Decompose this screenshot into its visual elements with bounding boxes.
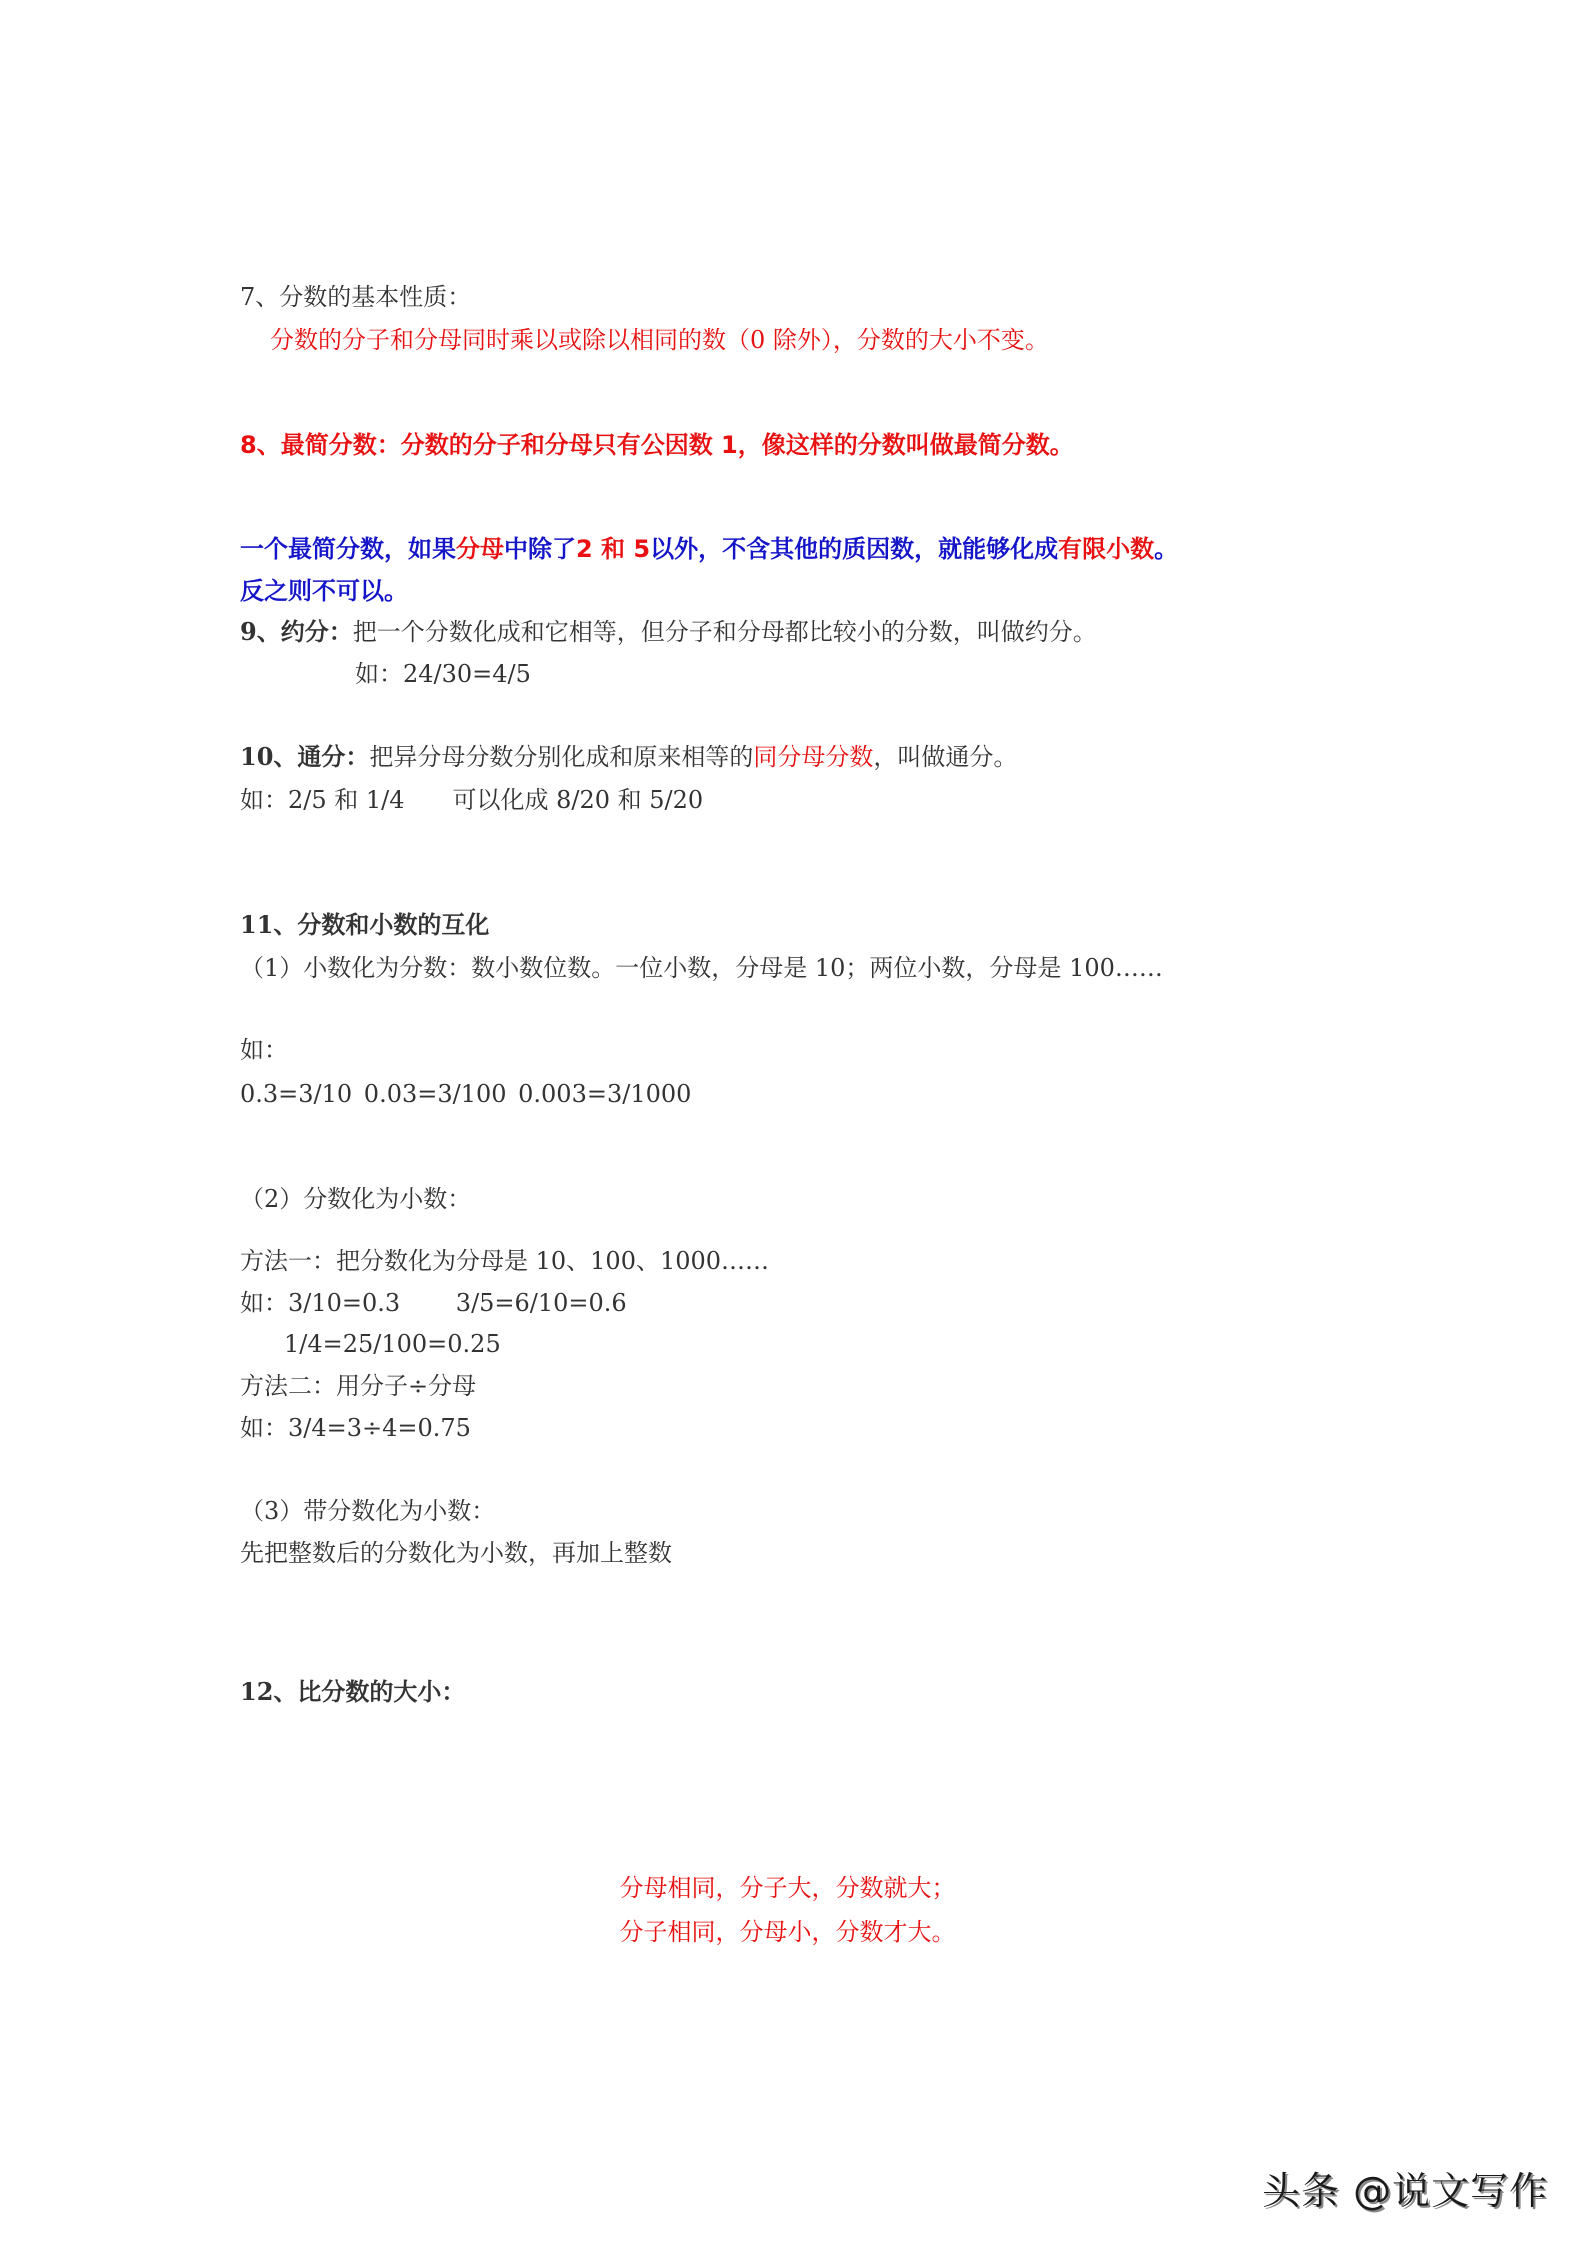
- section-10-label: 10、通分：: [240, 742, 370, 771]
- section-10-body-end: ，叫做通分。: [873, 743, 1018, 771]
- section-10-body: 把异分母分数分别化成和原来相等的: [369, 743, 754, 771]
- section-11-sub1: （1）小数化为分数：数小数位数。一位小数，分母是 10；两位小数，分母是 100……: [240, 954, 1163, 982]
- section-11-method2-example: 如：3/4=3÷4=0.75: [240, 1414, 471, 1442]
- section-11-sub2: （2）分数化为小数：: [240, 1185, 472, 1213]
- section-11-method1-example2: 1/4=25/100=0.25: [284, 1330, 501, 1358]
- section-7-body: 分数的分子和分母同时乘以或除以相同的数（0 除外），分数的大小不变。: [270, 326, 1049, 354]
- section-11-method1: 方法一：把分数化为分母是 10、100、1000……: [240, 1247, 770, 1275]
- section-11-sub3-body: 先把整数后的分数化为小数，再加上整数: [240, 1539, 672, 1567]
- section-12-rule1: 分母相同，分子大，分数就大；: [619, 1874, 956, 1902]
- section-8-heading: 8、最简分数：分数的分子和分母只有公因数 1，像这样的分数叫做最简分数。: [240, 431, 1074, 459]
- section-7-heading: 7、分数的基本性质：: [240, 283, 472, 311]
- section-9-example: 如：24/30=4/5: [355, 660, 531, 688]
- note-highlight-finite-decimal: 有限小数: [1058, 535, 1155, 563]
- section-10-definition: [240, 740, 1017, 774]
- section-10-highlight: 同分母分数: [753, 743, 874, 771]
- note-text: 。: [1154, 535, 1179, 563]
- section-11-method1-example1: 如：3/10=0.3 3/5=6/10=0.6: [240, 1289, 627, 1317]
- watermark: 头条 @说文写作: [1262, 2169, 1549, 2213]
- section-11-sub3: （3）带分数化为小数：: [240, 1497, 496, 1525]
- section-8-note-line2: 反之则不可以。: [240, 577, 408, 605]
- section-9-body: 把一个分数化成和它相等，但分子和分母都比较小的分数，叫做约分。: [352, 618, 1097, 646]
- note-text: 以外，不含其他的质因数，就能够化成: [650, 535, 1059, 563]
- section-12-heading: 12、比分数的大小：: [240, 1677, 466, 1706]
- note-highlight-denominator: 分母: [456, 535, 504, 563]
- note-highlight-2-and-5: 2 和 5: [576, 535, 651, 563]
- section-11-sub1-example-label: 如：: [240, 1036, 288, 1064]
- section-9-label: 9、约分：: [240, 617, 353, 646]
- section-11-sub1-example: 0.3=3/10 0.03=3/100 0.003=3/1000: [240, 1080, 692, 1108]
- section-9-definition: [240, 615, 1097, 649]
- section-10-example: 如：2/5 和 1/4 可以化成 8/20 和 5/20: [240, 786, 704, 814]
- note-text: 一个最简分数，如果: [240, 535, 456, 563]
- section-8-note-line1: [240, 532, 1178, 566]
- section-11-heading: 11、分数和小数的互化: [240, 910, 490, 939]
- note-text: 中除了: [504, 535, 576, 563]
- section-12-rule2: 分子相同，分母小，分数才大。: [619, 1918, 956, 1946]
- section-11-method2: 方法二：用分子÷分母: [240, 1372, 477, 1400]
